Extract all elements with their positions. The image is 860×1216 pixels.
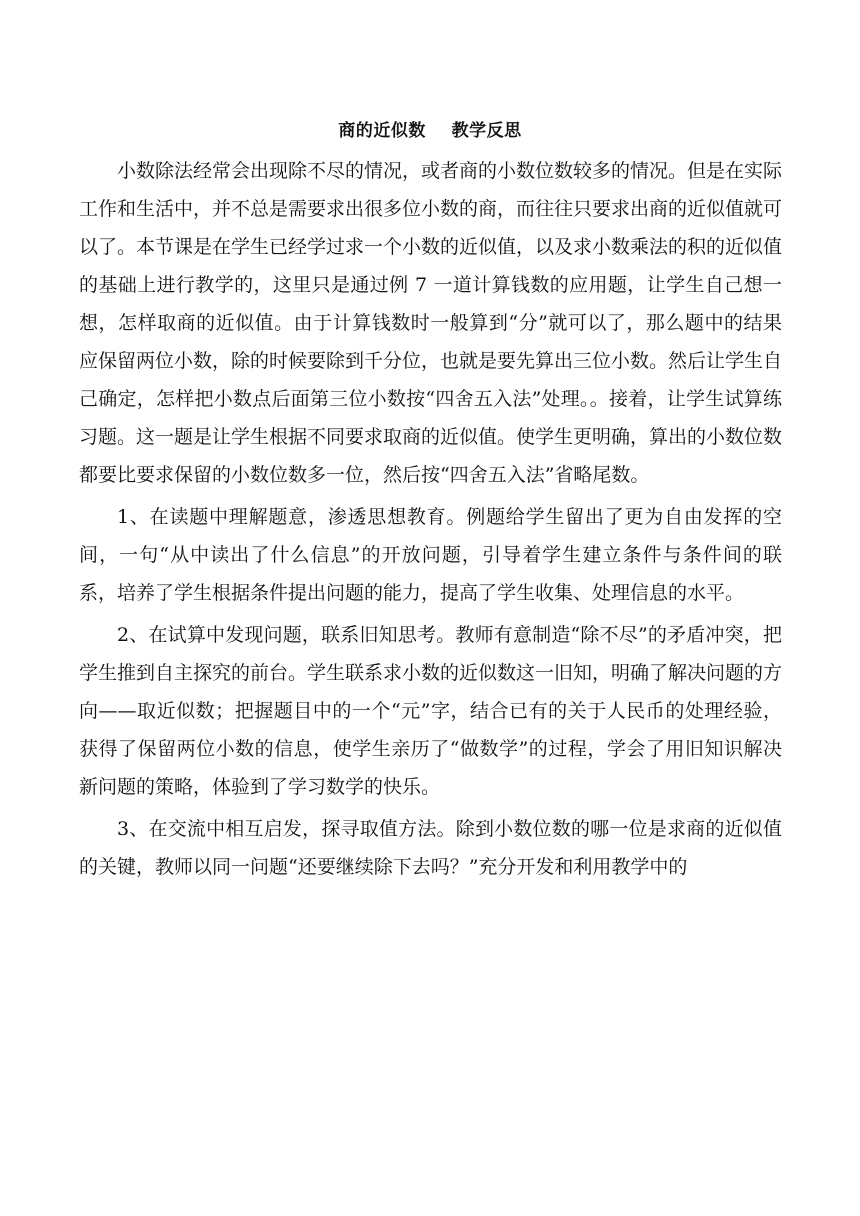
paragraph-intro: 小数除法经常会出现除不尽的情况，或者商的小数位数较多的情况。但是在实际工作和生活中，并不总是需要求出很多位小数的商，而往往只要求出商的近似值就可以了。本节课是在学生已经学过求一个小数的近似值，以及求小数乘法的积的近似值的基础上进行教学的，这里只是通过例 7 一道计算钱数的应用题，让学生自己想一想，怎样取商的近似值。由于计算钱数时一般算到“分”就可以了，那么题中的结果应保留两位小数，除的时候要除到千分位，也就是要先算出三位小数。然后让学生自己确定，怎样把小数点后面第三位小数按“四舍五入法”处理。。接着，让学生试算练习题。这一题是让学生根据不同要求取商的近似值。使学生更明确，算出的小数位数都要比要求保留的小数位数多一位，然后按“四舍五入法”省略尾数。 (79, 160, 783, 486)
document-title: 商的近似数 教学反思 (338, 121, 522, 141)
paragraph-point-2: 2、在试算中发现问题，联系旧知思考。教师有意制造“除不尽”的矛盾冲突，把学生推到自主探究的前台。学生联系求小数的近似数这一旧知，明确了解决问题的方向——取近似数；把握题目中的一个“元”字，结合已有的关于人民币的处理经验，获得了保留两位小数的信息，使学生亲历了“做数学”的过程，学会了用旧知识解决新问题的策略，体验到了学习数学的快乐。 (79, 624, 783, 798)
paragraph-point-3: 3、在交流中相互启发，探寻取值方法。除到小数位数的哪一位是求商的近似值的关键，教师以同一问题“还要继续除下去吗？”充分开发和利用教学中的 (79, 818, 782, 878)
paragraph-point-1: 1、在读题中理解题意，渗透思想教育。例题给学生留出了更为自由发挥的空间，一句“从中读出了什么信息”的开放问题，引导着学生建立条件与条件间的联系，培养了学生根据条件提出问题的能力，提高了学生收集、处理信息的水平。 (79, 506, 782, 604)
document-body (79, 152, 782, 886)
